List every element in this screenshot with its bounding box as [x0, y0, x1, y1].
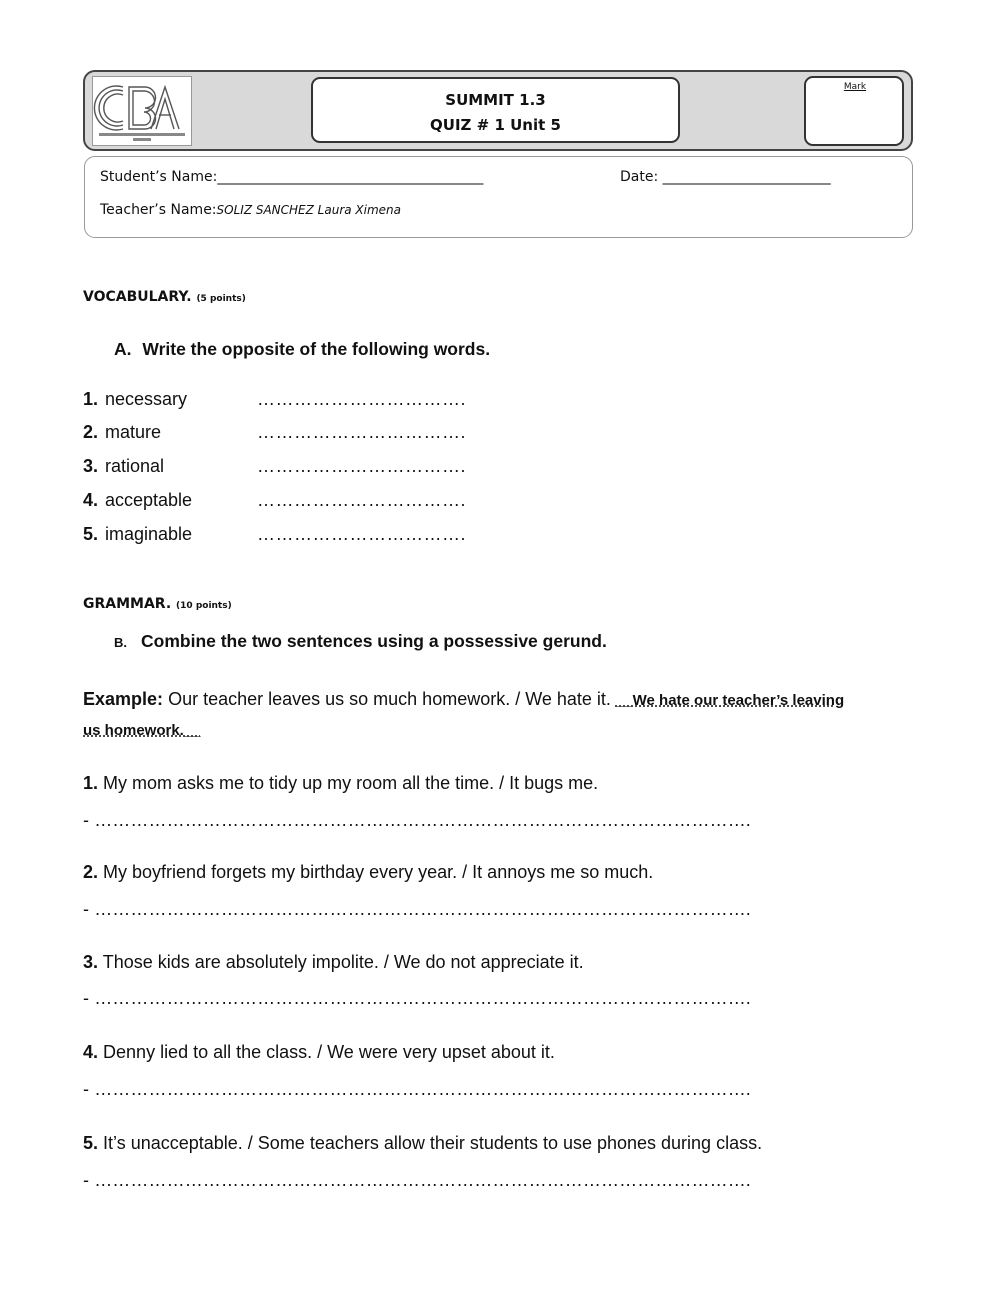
grammar-sentence: Denny lied to all the class. / We were very upset about it.: [103, 1042, 555, 1062]
grammar-item: 4. Denny lied to all the class. / We were very upset about it.: [83, 1042, 555, 1062]
grammar-answer-line[interactable]: - ……………………………………………………………………………………………….: [83, 1170, 751, 1190]
vocab-answer-blank[interactable]: …………………………….: [257, 389, 467, 409]
vocab-word: acceptable: [105, 490, 193, 510]
example-line: [83, 689, 844, 710]
example-answer-cont: us homework.__: [83, 722, 201, 739]
grammar-instruction: [114, 631, 607, 652]
instruction-letter-a: A.: [114, 339, 132, 359]
grammar-sentence: It’s unacceptable. / Some teachers allow their students to use phones during class.: [103, 1133, 763, 1153]
grammar-sentence: My boyfriend forgets my birthday every year. / It annoys me so much.: [103, 862, 654, 882]
vocab-word: mature: [105, 422, 162, 442]
grammar-item: 2. My boyfriend forgets my birthday every year. / It annoys me so much.: [83, 862, 654, 882]
vocab-answer-blank[interactable]: …………………………….: [257, 524, 467, 544]
grammar-answer-line[interactable]: - ……………………………………………………………………………………………….: [83, 988, 751, 1008]
vocab-answer-blank[interactable]: …………………………….: [257, 422, 467, 442]
example-label: Example:: [83, 689, 164, 709]
grammar-item: 1. My mom asks me to tidy up my room all the time. / It bugs me.: [83, 773, 599, 793]
vocabulary-instruction: [114, 339, 490, 360]
vocab-word: imaginable: [105, 524, 193, 544]
title-box: [311, 77, 680, 143]
example-text: Our teacher leaves us so much homework. / We hate it.: [168, 689, 611, 709]
grammar-points: (10 points): [176, 601, 232, 611]
teacher-name-value: SOLIZ SANCHEZ Laura Ximena: [216, 203, 402, 217]
grammar-answer-line[interactable]: - ……………………………………………………………………………………………….: [83, 899, 751, 919]
school-logo: [92, 76, 192, 146]
date-label: Date:: [620, 169, 659, 185]
teacher-name-label: Teacher’s Name:: [100, 202, 217, 218]
vocab-answer-blank[interactable]: …………………………….: [257, 456, 467, 476]
student-name-label: Student’s Name:: [100, 169, 218, 185]
example-answer: __We hate our teacher’s leaving: [615, 692, 845, 709]
vocabulary-points: (5 points): [196, 294, 246, 304]
mark-box[interactable]: [804, 76, 904, 146]
mark-label: Mark: [843, 82, 867, 92]
date-row: [620, 169, 831, 185]
grammar-sentence: My mom asks me to tidy up my room all the time. / It bugs me.: [103, 773, 599, 793]
teacher-name-row: [100, 202, 401, 218]
vocab-word: necessary: [105, 389, 188, 409]
quiz-title: QUIZ # 1 Unit 5: [430, 116, 561, 134]
grammar-sentence: Those kids are absolutely impolite. / We do not appreciate it.: [102, 952, 584, 972]
vocabulary-heading: VOCABULARY. (5 points): [83, 289, 246, 305]
grammar-heading: GRAMMAR. (10 points): [83, 596, 232, 612]
student-name-row: [100, 169, 483, 185]
grammar-item: 3. Those kids are absolutely impolite. / We do not appreciate it.: [83, 952, 584, 972]
grammar-item: 5. It’s unacceptable. / Some teachers allow their students to use phones during class.: [83, 1133, 763, 1153]
instruction-text-b: Combine the two sentences using a possessive gerund.: [141, 631, 607, 651]
date-field[interactable]: ________________________: [662, 169, 831, 185]
student-name-field[interactable]: ______________________________________: [217, 169, 484, 185]
example-line-cont: [83, 719, 201, 740]
vocab-word: rational: [105, 456, 165, 476]
course-title: SUMMIT 1.3: [445, 91, 546, 109]
grammar-answer-line[interactable]: - ……………………………………………………………………………………………….: [83, 1079, 751, 1099]
grammar-answer-line[interactable]: - ……………………………………………………………………………………………….: [83, 810, 751, 830]
instruction-text-a: Write the opposite of the following words.: [142, 339, 491, 359]
cba-logo-icon: [93, 77, 191, 145]
instruction-letter-b: B.: [114, 635, 127, 650]
vocab-answer-blank[interactable]: …………………………….: [257, 490, 467, 510]
